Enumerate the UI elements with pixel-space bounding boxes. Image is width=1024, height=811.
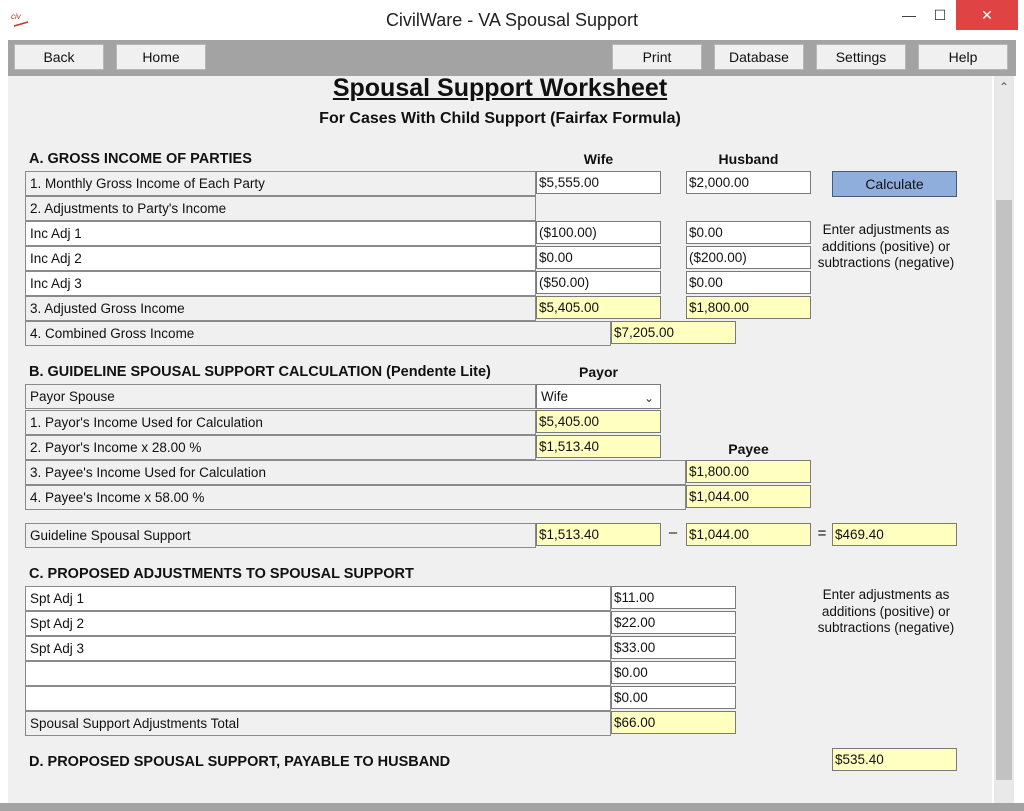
worksheet-title: Spousal Support Worksheet [332,74,668,102]
spt-adj-4-value-input[interactable]: $0.00 [611,661,736,684]
payor-spouse-label: Payor Spouse [25,384,536,409]
section-a-header: A. GROSS INCOME OF PARTIES [29,151,252,167]
spt-adj-5-label-input[interactable] [25,686,611,711]
spt-adj-1-value-input[interactable]: $11.00 [611,586,736,609]
proposed-support-value: $535.40 [832,748,957,771]
wife-inc-adj-2-input[interactable]: $0.00 [536,246,661,269]
payor-spouse-select[interactable] [536,384,661,409]
payee-income-label: 3. Payee's Income Used for Calculation [25,460,686,485]
wife-monthly-income-input[interactable]: $5,555.00 [536,171,661,194]
payor-spouse-value: Wife [541,389,568,404]
income-adjustments-label: 2. Adjustments to Party's Income [25,196,536,221]
section-c-header: C. PROPOSED ADJUSTMENTS TO SPOUSAL SUPPORT [29,566,414,582]
husband-column-header: Husband [718,151,779,167]
husband-monthly-income-input[interactable]: $2,000.00 [686,171,811,194]
spt-adj-1-label-input[interactable]: Spt Adj 1 [25,586,611,611]
section-b-header: B. GUIDELINE SPOUSAL SUPPORT CALCULATION (Pendente Lite) [29,364,491,380]
inc-adj-3-label-input[interactable]: Inc Adj 3 [25,271,536,296]
husband-adjusted-gross-income: $1,800.00 [686,296,811,319]
payor-column-header: Payor [579,364,618,380]
spt-adj-2-value-input[interactable]: $22.00 [611,611,736,634]
spt-adj-2-label-input[interactable]: Spt Adj 2 [25,611,611,636]
payee-column-header: Payee [728,441,769,457]
spt-adj-3-value-input[interactable]: $33.00 [611,636,736,659]
worksheet-subtitle: For Cases With Child Support (Fairfax Formula) [319,110,681,127]
husband-inc-adj-2-input[interactable]: ($200.00) [686,246,811,269]
support-adjustments-note: Enter adjustments as additions (positive) or subtractions (negative) [817,587,955,635]
close-button[interactable]: ✕ [956,0,1018,30]
calculate-button[interactable]: Calculate [832,171,957,197]
husband-inc-adj-1-input[interactable]: $0.00 [686,221,811,244]
window-frame [0,803,1024,811]
spt-adj-4-label-input[interactable] [25,661,611,686]
scroll-thumb[interactable] [996,200,1012,780]
home-button[interactable]: Home [116,44,206,70]
print-button[interactable]: Print [612,44,702,70]
spt-adj-5-value-input[interactable]: $0.00 [611,686,736,709]
payee-income-value: $1,800.00 [686,460,811,483]
svg-text:civ: civ [11,12,21,21]
spt-adj-3-label-input[interactable]: Spt Adj 3 [25,636,611,661]
guideline-payee-value: $1,044.00 [686,523,811,546]
inc-adj-1-label-input[interactable]: Inc Adj 1 [25,221,536,246]
monthly-gross-income-label: 1. Monthly Gross Income of Each Party [25,171,536,196]
payee-income-percent-value: $1,044.00 [686,485,811,508]
guideline-support-result: $469.40 [832,523,957,546]
guideline-payor-value: $1,513.40 [536,523,661,546]
wife-column-header: Wife [583,151,614,167]
wife-adjusted-gross-income: $5,405.00 [536,296,661,319]
help-button[interactable]: Help [918,44,1008,70]
guideline-support-label: Guideline Spousal Support [25,523,536,548]
payor-income-label: 1. Payor's Income Used for Calculation [25,410,536,435]
adjusted-gross-income-label: 3. Adjusted Gross Income [25,296,536,321]
minimize-button[interactable]: — [902,7,916,23]
back-button[interactable]: Back [14,44,104,70]
income-adjustments-note: Enter adjustments as additions (positive) or subtractions (negative) [817,222,955,270]
support-adjustments-total-value: $66.00 [611,711,736,734]
chevron-down-icon[interactable]: ⌄ [643,391,654,405]
support-adjustments-total-label: Spousal Support Adjustments Total [25,711,611,736]
wife-inc-adj-1-input[interactable]: ($100.00) [536,221,661,244]
maximize-button[interactable]: ☐ [933,7,947,23]
husband-inc-adj-3-input[interactable]: $0.00 [686,271,811,294]
payee-income-percent-label: 4. Payee's Income x 58.00 % [25,485,686,510]
payor-income-percent-label: 2. Payor's Income x 28.00 % [25,435,536,460]
settings-button[interactable]: Settings [816,44,906,70]
minus-sign: – [668,524,678,541]
inc-adj-2-label-input[interactable]: Inc Adj 2 [25,246,536,271]
wife-inc-adj-3-input[interactable]: ($50.00) [536,271,661,294]
database-button[interactable]: Database [714,44,804,70]
combined-gross-income-label: 4. Combined Gross Income [25,321,611,346]
payor-income-value: $5,405.00 [536,410,661,433]
payor-income-percent-value: $1,513.40 [536,435,661,458]
section-d-header: D. PROPOSED SPOUSAL SUPPORT, PAYABLE TO HUSBAND [29,754,451,770]
combined-gross-income-value: $7,205.00 [611,321,736,344]
equals-sign: = [817,525,827,542]
window-title: CivilWare - VA Spousal Support [385,10,639,30]
scroll-up-arrow-icon[interactable]: ⌃ [998,80,1010,94]
